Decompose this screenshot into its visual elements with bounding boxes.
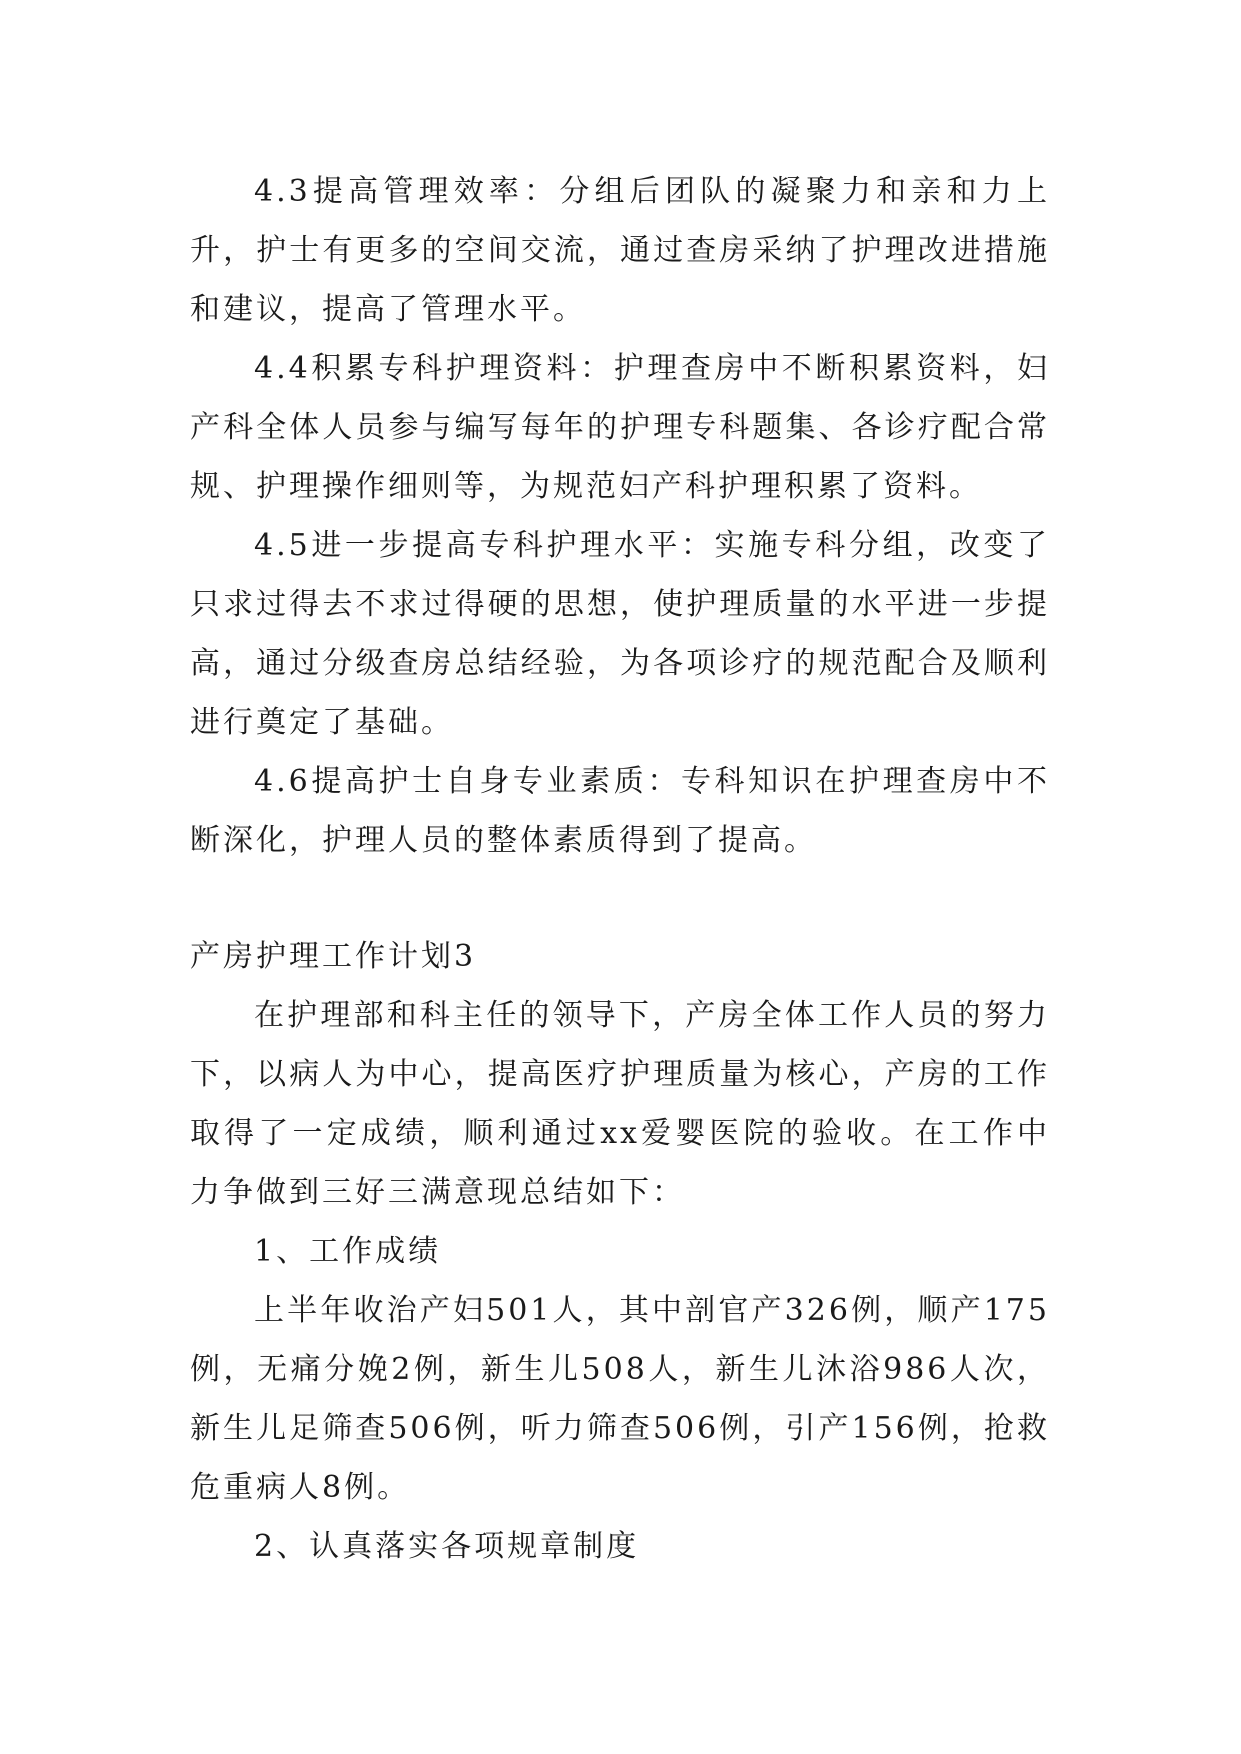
document-body xyxy=(190,162,1050,1576)
paragraph-4-3: 4.3提高管理效率：分组后团队的凝聚力和亲和力上升，护士有更多的空间交流，通过查房采纳了护理改进措施和建议，提高了管理水平。 xyxy=(190,174,1050,327)
paragraph-intro: 在护理部和科主任的领导下，产房全体工作人员的努力下，以病人为中心，提高医疗护理质量为核心，产房的工作取得了一定成绩，顺利通过xx爱婴医院的验收。在工作中力争做到三好三满意现总结如下： xyxy=(190,998,1050,1210)
paragraph-4-4: 4.4积累专科护理资料：护理查房中不断积累资料，妇产科全体人员参与编写每年的护理专科题集、各诊疗配合常规、护理操作细则等，为规范妇产科护理积累了资料。 xyxy=(190,351,1050,504)
section-spacer xyxy=(190,870,1050,927)
subheading-regulations: 2、认真落实各项规章制度 xyxy=(254,1529,640,1564)
subheading-work-results: 1、工作成绩 xyxy=(254,1234,442,1269)
section-title: 产房护理工作计划3 xyxy=(190,939,477,974)
paragraph-statistics: 上半年收治产妇501人，其中剖官产326例，顺产175例，无痛分娩2例，新生儿508人，新生儿沐浴986人次，新生儿足筛查506例，听力筛查506例，引产156例，抢救危重病人8例。 xyxy=(190,1293,1050,1505)
paragraph-4-6: 4.6提高护士自身专业素质：专科知识在护理查房中不断深化，护理人员的整体素质得到了提高。 xyxy=(190,764,1050,858)
paragraph-4-5: 4.5进一步提高专科护理水平：实施专科分组，改变了只求过得去不求过得硬的思想，使护理质量的水平进一步提高，通过分级查房总结经验，为各项诊疗的规范配合及顺利进行奠定了基础。 xyxy=(190,528,1050,740)
